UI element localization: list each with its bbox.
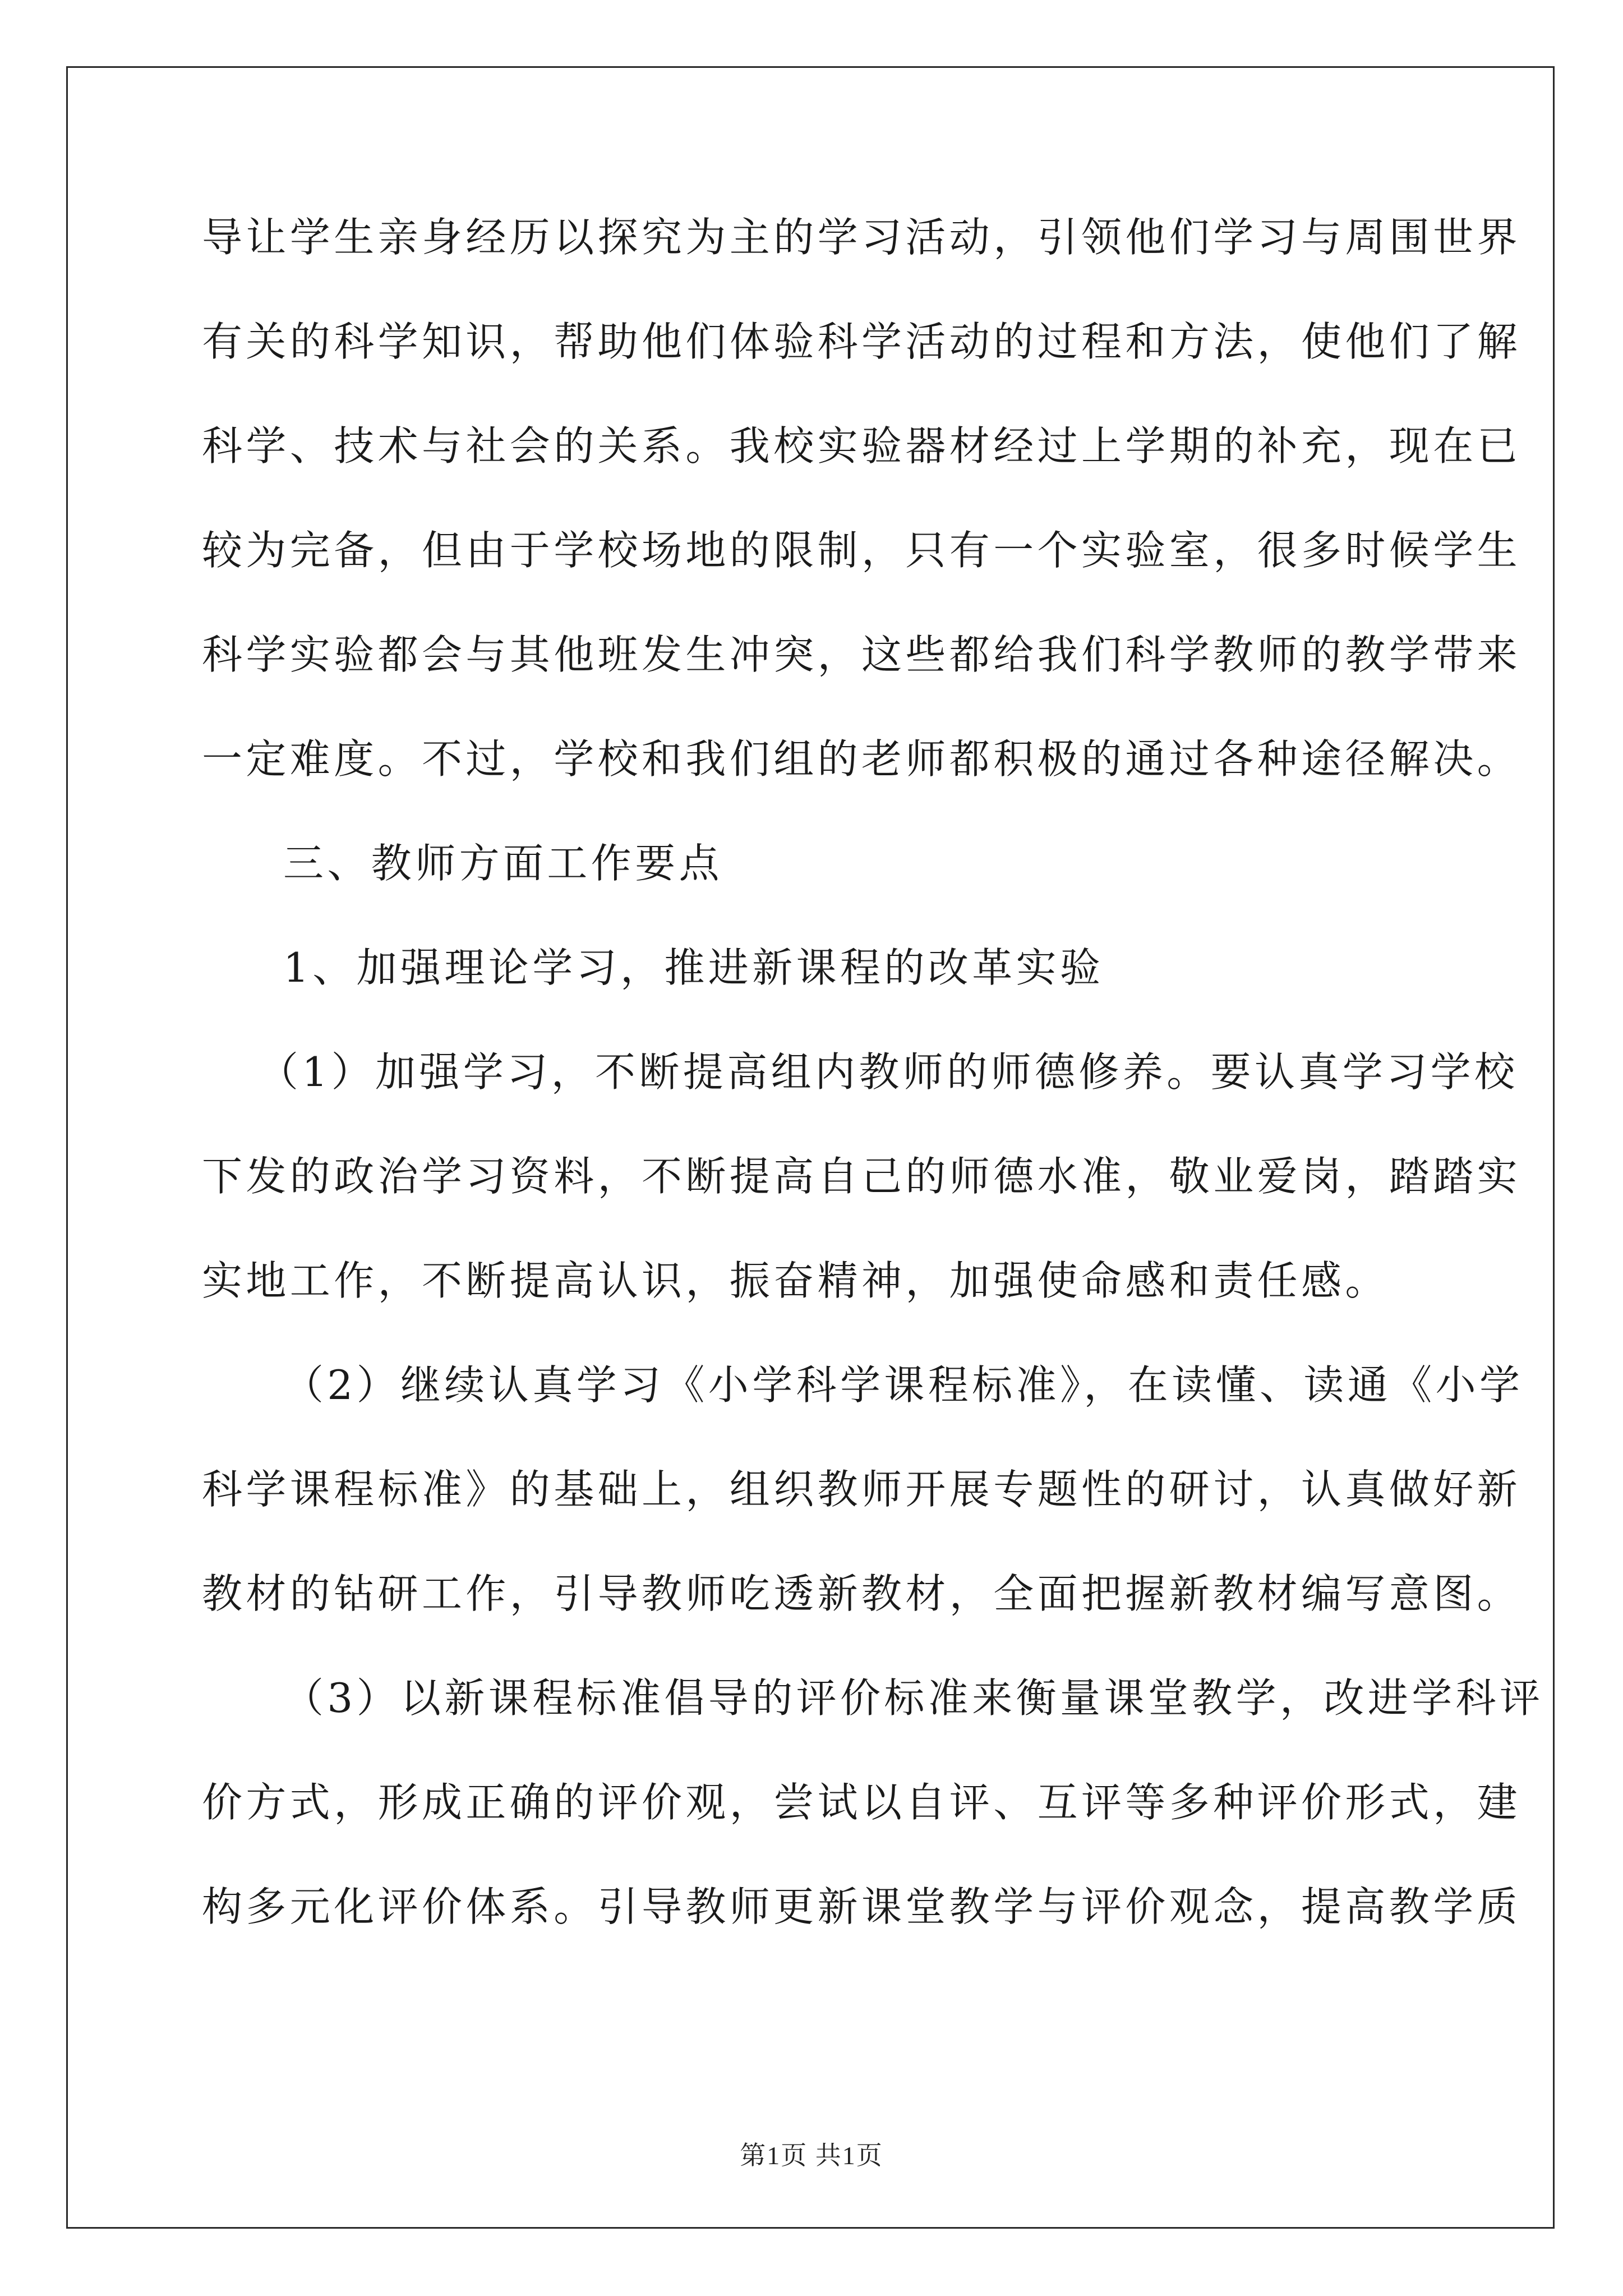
text-line: 有关的科学知识，帮助他们体验科学活动的过程和方法，使他们了解: [202, 318, 1521, 365]
text-line: 较为完备，但由于学校场地的限制，只有一个实验室，很多时候学生: [202, 527, 1521, 574]
text-line: （3）以新课程标准倡导的评价标准来衡量课堂教学，改进学科评: [283, 1674, 1544, 1722]
text-line: 构多元化评价体系。引导教师更新课堂教学与评价观念，提高教学质: [202, 1883, 1521, 1930]
page-footer: 第1页 共1页: [740, 2141, 883, 2170]
subsection-heading: 1、加强理论学习，推进新课程的改革实验: [283, 944, 1104, 991]
section-heading: 三、教师方面工作要点: [283, 840, 723, 887]
text-line: 科学、技术与社会的关系。我校实验器材经过上学期的补充，现在已: [202, 422, 1521, 470]
text-line: 下发的政治学习资料，不断提高自己的师德水准，敬业爱岗，踏踏实: [202, 1153, 1521, 1200]
text-line: （1）加强学习，不断提高组内教师的师德修养。要认真学习学校: [258, 1048, 1519, 1096]
text-line: 科学实验都会与其他班发生冲突，这些都给我们科学教师的教学带来: [202, 631, 1521, 678]
text-line: 教材的钻研工作，引导教师吃透新教材，全面把握新教材编写意图。: [202, 1570, 1521, 1617]
text-line: 科学课程标准》的基础上，组织教师开展专题性的研讨，认真做好新: [202, 1466, 1521, 1513]
text-line: （2）继续认真学习《小学科学课程标准》，在读懂、读通《小学: [283, 1361, 1524, 1409]
text-line: 价方式，形成正确的评价观，尝试以自评、互评等多种评价形式，建: [202, 1779, 1521, 1826]
text-line: 一定难度。不过，学校和我们组的老师都积极的通过各种途径解决。: [202, 735, 1521, 783]
text-line: 实地工作，不断提高认识，振奋精神，加强使命感和责任感。: [202, 1257, 1389, 1304]
text-line: 导让学生亲身经历以探究为主的学习活动，引领他们学习与周围世界: [202, 214, 1521, 261]
